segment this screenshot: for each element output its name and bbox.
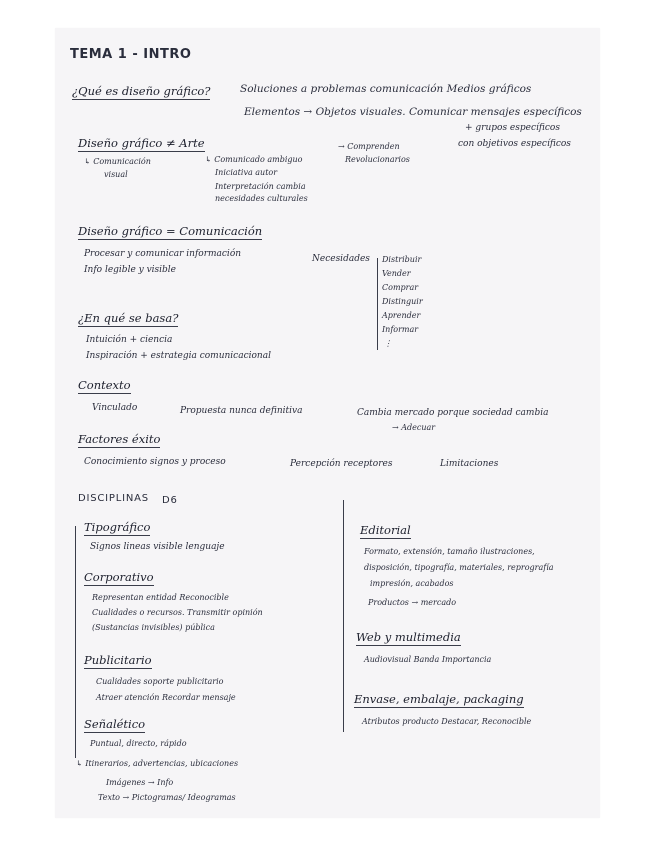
publicitario-line-2: Atraer atención Recordar mensaje — [96, 693, 236, 702]
tipografico-line-1: Signos lineas visible lenguaje — [90, 542, 225, 552]
factores-item-3: Limitaciones — [440, 459, 499, 469]
vs-arte-right-1: → Comprenden — [338, 142, 400, 151]
corporativo-heading: Corporativo — [84, 570, 154, 584]
basa-heading: ¿En qué se basa? — [78, 311, 179, 325]
vs-arte-mid-4: necesidades culturales — [215, 194, 308, 203]
publicitario-heading: Publicitario — [84, 653, 152, 667]
senaletico-line-3: Imágenes → Info — [106, 778, 174, 787]
vs-arte-heading: Diseño gráfico ≠ Arte — [78, 136, 205, 150]
disciplinas-heading: DISCIPLINAS — [78, 493, 149, 504]
contexto-item-4: → Adecuar — [392, 423, 436, 432]
contexto-item-3: Cambia mercado porque sociedad cambia — [357, 408, 549, 418]
disciplinas-left-bracket — [75, 526, 76, 758]
basa-line-1: Intuición + ciencia — [86, 335, 173, 345]
necesidad-item: Comprar — [382, 283, 419, 292]
senaletico-line-2: ↳ Itinerarios, advertencias, ubicaciones — [76, 759, 239, 768]
intro-question: ¿Qué es diseño gráfico? — [72, 84, 211, 98]
necesidad-item: ⋮ — [384, 339, 392, 348]
intro-answer-3: + grupos específicos — [465, 123, 560, 133]
disciplinas-right-bracket — [343, 500, 344, 732]
necesidad-item: Informar — [382, 325, 419, 334]
necesidades-bracket — [377, 258, 378, 350]
comunicacion-heading: Diseño gráfico = Comunicación — [78, 224, 263, 238]
envase-heading: Envase, embalaje, packaging — [354, 692, 524, 706]
intro-answer-2: Elementos → Objetos visuales. Comunicar mensajes específicos — [244, 106, 582, 118]
editorial-line-2: disposición, tipografía, materiales, reprografía — [364, 563, 554, 572]
intro-answer-1: Soluciones a problemas comunicación Medios gráficos — [240, 83, 532, 95]
disciplinas-count: D6 — [162, 495, 178, 506]
corporativo-line-3: (Sustancias invisibles) pública — [92, 623, 215, 632]
vs-arte-mid-2: Iniciativa autor — [215, 168, 278, 177]
page-title: TEMA 1 - INTRO — [70, 47, 192, 62]
comunicacion-line-2: Info legible y visible — [84, 265, 177, 275]
necesidad-item: Distribuir — [382, 255, 422, 264]
senaletico-line-4: Texto → Pictogramas/ Ideogramas — [98, 793, 236, 802]
editorial-line-4: Productos → mercado — [368, 598, 457, 607]
editorial-line-1: Formato, extensión, tamaño ilustraciones, — [364, 547, 535, 556]
vs-arte-left-1: ↳ Comunicación — [84, 157, 151, 166]
necesidad-item: Aprender — [382, 311, 421, 320]
corporativo-line-1: Representan entidad Reconocible — [92, 593, 229, 602]
basa-line-2: Inspiración + estrategia comunicacional — [86, 351, 271, 361]
senaletico-heading: Señalético — [84, 717, 146, 731]
editorial-line-3: impresión, acabados — [370, 579, 454, 588]
factores-item-1: Conocimiento signos y proceso — [84, 457, 226, 467]
necesidad-item: Vender — [382, 269, 411, 278]
vs-arte-mid-3: Interpretación cambia — [215, 182, 306, 191]
editorial-heading: Editorial — [360, 523, 411, 537]
web-heading: Web y multimedia — [356, 630, 461, 644]
vs-arte-right-2: Revolucionarios — [345, 155, 410, 164]
web-line-1: Audiovisual Banda Importancia — [364, 655, 492, 664]
envase-line-1: Atributos producto Destacar, Reconocible — [362, 717, 532, 726]
intro-answer-4: con objetivos específicos — [458, 139, 571, 149]
necesidad-item: Distinguir — [382, 297, 423, 306]
contexto-heading: Contexto — [78, 378, 131, 392]
comunicacion-line-1: Procesar y comunicar información — [84, 249, 242, 259]
factores-heading: Factores éxito — [78, 432, 161, 446]
vs-arte-left-2: visual — [104, 170, 128, 179]
contexto-item-1: Vinculado — [92, 403, 138, 413]
senaletico-line-1: Puntual, directo, rápido — [90, 739, 187, 748]
necesidades-label: Necesidades — [312, 254, 370, 264]
contexto-item-2: Propuesta nunca definitiva — [180, 406, 303, 416]
tipografico-heading: Tipográfico — [84, 520, 151, 534]
publicitario-line-1: Cualidades soporte publicitario — [96, 677, 224, 686]
corporativo-line-2: Cualidades o recursos. Transmitir opinión — [92, 608, 263, 617]
factores-item-2: Percepción receptores — [290, 459, 393, 469]
vs-arte-mid-1: ↳ Comunicado ambiguo — [205, 155, 303, 164]
